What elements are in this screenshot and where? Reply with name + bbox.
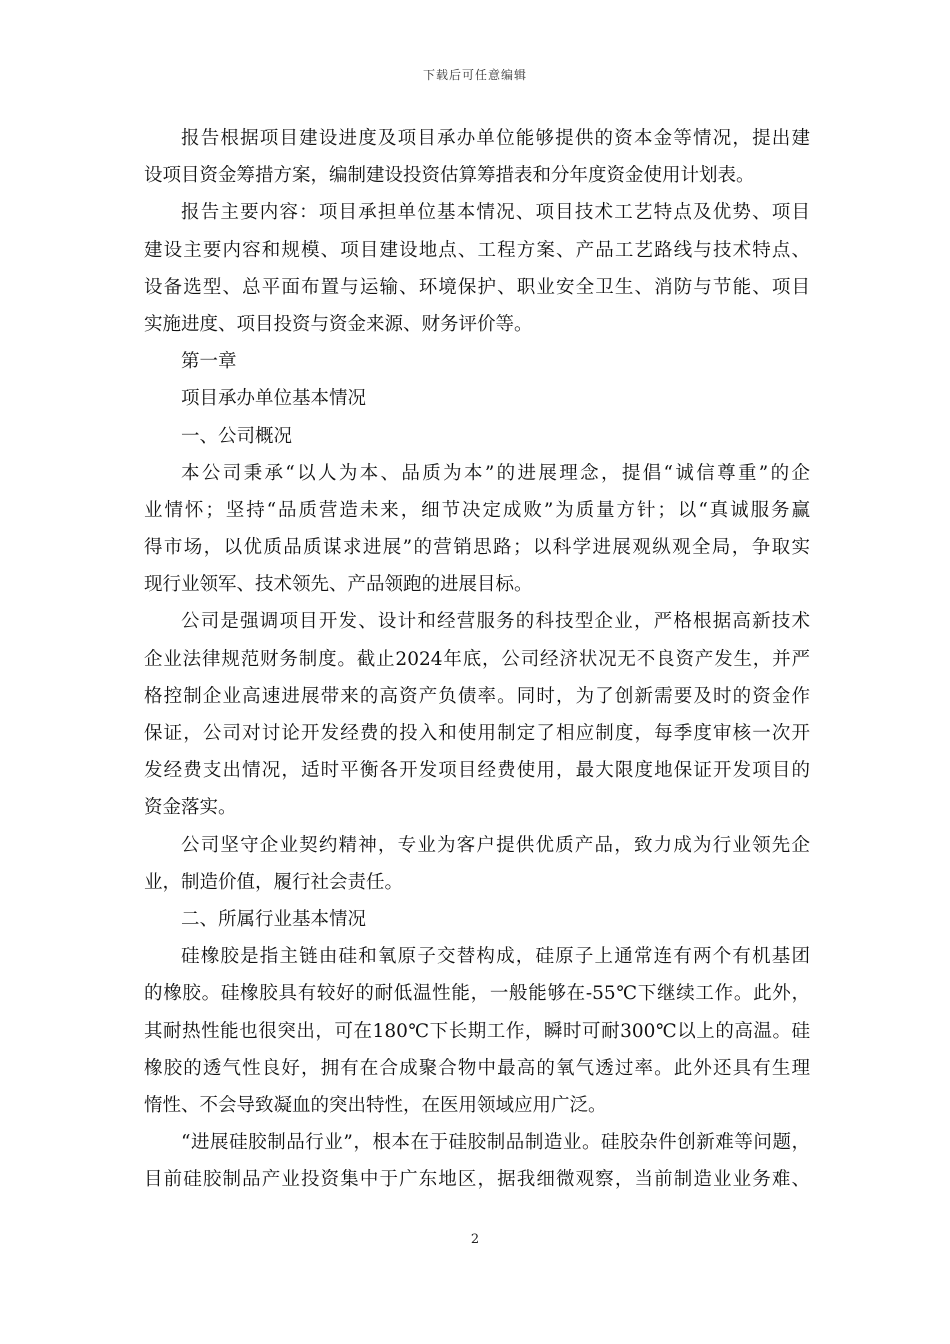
paragraph-line: 实施进度、项目投资与资金来源、财务评价等。	[144, 313, 533, 335]
section-heading: 二、所属行业基本情况	[181, 908, 367, 930]
chapter-title: 项目承办单位基本情况	[181, 388, 367, 410]
paragraph-line: 公司坚守企业契约精神，专业为客户提供优质产品，致力成为行业领先企	[181, 834, 810, 856]
paragraph-line: “进展硅胶制品行业”，根本在于硅胶制品制造业。硅胶杂件创新难等问题，	[181, 1132, 810, 1154]
paragraph-line: 设备选型、总平面布置与运输、环境保护、职业安全卫生、消防与节能、项目	[144, 276, 810, 298]
document-body	[144, 120, 810, 1198]
paragraph-line: 报告主要内容：项目承担单位基本情况、项目技术工艺特点及优势、项目	[181, 202, 810, 224]
paragraph-line: 现行业领军、技术领先、产品领跑的进展目标。	[144, 574, 533, 596]
paragraph-line: 建设主要内容和规模、项目建设地点、工程方案、产品工艺路线与技术特点、	[144, 239, 810, 261]
paragraph-line: 其耐热性能也很突出，可在180℃下长期工作，瞬时可耐300℃以上的高温。硅	[144, 1020, 810, 1042]
paragraph-line: 资金落实。	[144, 797, 237, 819]
paragraph-line: 橡胶的透气性良好，拥有在合成聚合物中最高的氧气透过率。此外还具有生理	[144, 1057, 810, 1079]
paragraph-line: 公司是强调项目开发、设计和经营服务的科技型企业，严格根据高新技术	[181, 611, 810, 633]
paragraph-line: 硅橡胶是指主链由硅和氧原子交替构成，硅原子上通常连有两个有机基团	[181, 946, 810, 968]
paragraph-line: 目前硅胶制品产业投资集中于广东地区，据我细微观察，当前制造业业务难、	[144, 1169, 810, 1191]
section-heading: 一、公司概况	[181, 425, 293, 447]
page-header: 下载后可任意编辑	[422, 68, 527, 82]
paragraph-line: 惰性、不会导致凝血的突出特性，在医用领域应用广泛。	[144, 1094, 607, 1116]
paragraph-line: 业，制造价值，履行社会责任。	[144, 871, 404, 893]
paragraph-line: 业情怀；坚持“品质营造未来，细节决定成败”为质量方针；以“真诚服务赢	[144, 499, 810, 521]
page-number: 2	[470, 1232, 480, 1247]
paragraph-line: 设项目资金筹措方案，编制建设投资估算筹措表和分年度资金使用计划表。	[144, 165, 755, 187]
paragraph-line: 保证，公司对讨论开发经费的投入和使用制定了相应制度，每季度审核一次开	[144, 723, 810, 744]
paragraph-line: 报告根据项目建设进度及项目承办单位能够提供的资本金等情况，提出建	[181, 128, 810, 149]
paragraph-line: 本公司秉承“以人为本、品质为本”的进展理念，提倡“诚信尊重”的企	[181, 462, 810, 484]
paragraph-line: 发经费支出情况，适时平衡各开发项目经费使用，最大限度地保证开发项目的	[144, 760, 810, 782]
paragraph-line: 得市场，以优质品质谋求进展”的营销思路；以科学进展观纵观全局，争取实	[144, 537, 810, 559]
paragraph-line: 的橡胶。硅橡胶具有较好的耐低温性能，一般能够在-55℃下继续工作。此外，	[144, 983, 810, 1005]
paragraph-line: 格控制企业高速进展带来的高资产负债率。同时，为了创新需要及时的资金作	[144, 685, 810, 707]
paragraph-line: 企业法律规范财务制度。截止2024年底，公司经济状况无不良资产发生，并严	[144, 648, 810, 670]
chapter-heading: 第一章	[181, 351, 237, 373]
